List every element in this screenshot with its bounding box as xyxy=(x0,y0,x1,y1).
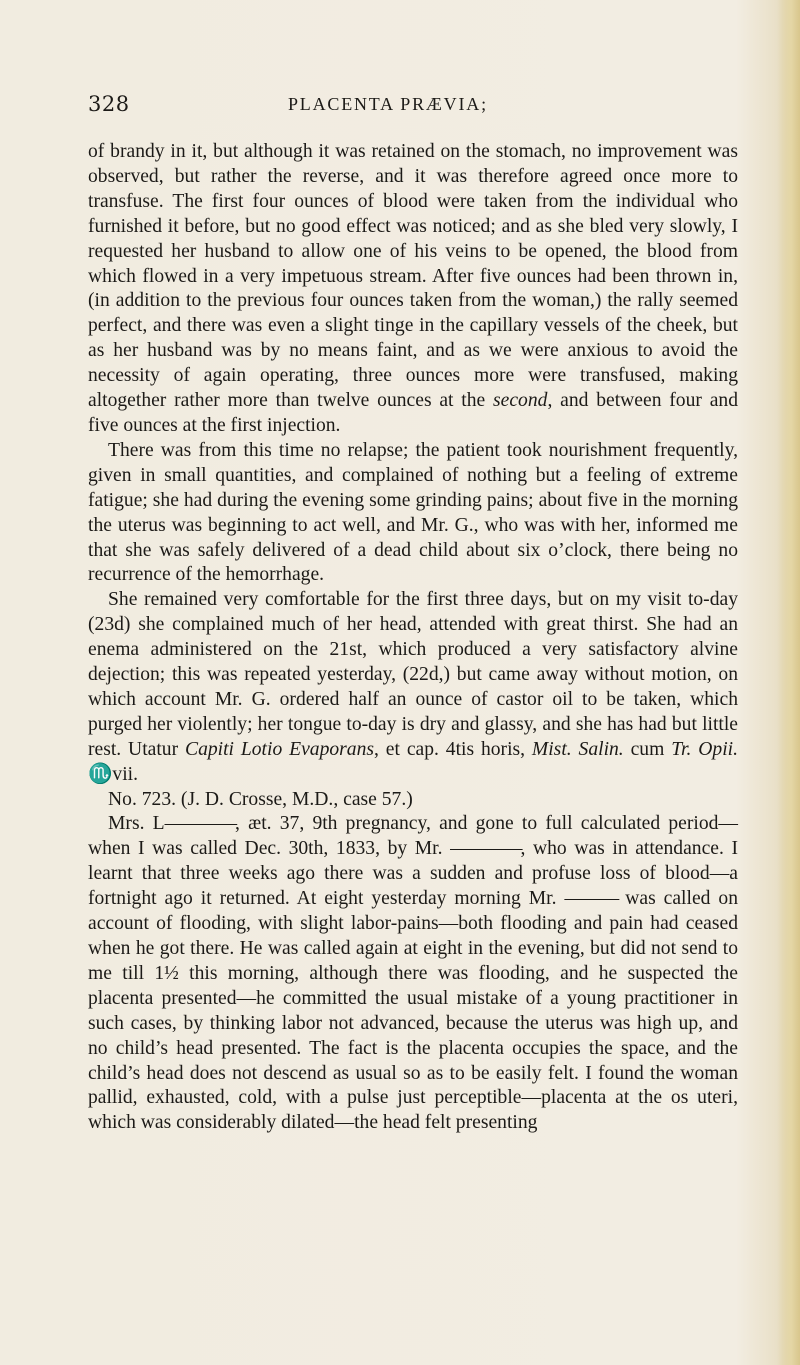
paragraph-text: ♏vii. xyxy=(88,763,138,785)
paragraph: There was from this time no relapse; the patient took nourishment frequently, given in small quantities, and complained of nothing but a feeling of extreme fatigue; she had during the evening some grinding pains; about five in the morning the uterus was beginning to act well, and Mr. G., who was with her, informed me that she was safely delivered of a dead child about six o’clock, there being no recurrence of the hemorrhage. xyxy=(88,439,738,586)
paragraph xyxy=(88,588,738,787)
paragraph xyxy=(88,140,738,439)
paragraph-text: , et cap. 4tis horis, xyxy=(374,738,526,760)
page-header xyxy=(88,92,738,120)
paragraph-text: Mrs. L xyxy=(108,813,165,835)
italic-text: Capiti Lotio Evaporans xyxy=(185,738,375,760)
paragraph-text: She remained very comfortable for the first three days, but on my visit to-day (23d) she complained much of her head, attended with great thirst. She had an enema administered on the 21st, which produced a very satisfactory alvine dejection; this was repeated yesterday, (22d,) but came away without motion, on which account Mr. G. ordered half an ounce of castor oil to be taken, which purged her violently; her tongue to-day is dry and glassy, and she has had but little rest. Utatur xyxy=(88,589,738,760)
paragraph-text: , and between four and five ounces at the first injection. xyxy=(88,390,738,436)
page-edge-shading xyxy=(778,0,800,1365)
body-text xyxy=(88,140,738,1136)
paragraph-text: , æt. 37, 9th pregnancy, and gone to full calculated period—when I was called Dec. 30th, 1833, by Mr. xyxy=(88,813,739,860)
italic-text: second xyxy=(493,390,548,412)
page-number: 328 xyxy=(88,92,130,116)
paragraph-text: , who was in attendance. I learnt that three weeks ago there was a sudden and profuse loss of blood—a fortnight ago it returned. At eight yesterday morning Mr. xyxy=(88,838,738,910)
case-heading: No. 723. (J. D. Crosse, M.D., case 57.) xyxy=(108,788,413,810)
paragraph-text: of brandy in it, but although it was retained on the stomach, no improvement was observed, but rather the reverse, and it was therefore agreed once more to transfuse. The first four ounces of blood were taken from the individual who furnished it before, but no good effect was noticed; and as she bled very slowly, I requested her husband to allow one of his veins to be opened, the blood from which flowed in a very impetuous stream. After five ounces had been thrown in, (in addition to the previous four ounces taken from the woman,) the rally seemed perfect, and there was even a slight tinge in the capillary vessels of the cheek, but as her husband was by no means faint, and as we were anxious to avoid the necessity of again operating, three ounces more were transfused, making altogether rather more than twelve ounces at the xyxy=(88,141,738,412)
paragraph xyxy=(88,812,738,1136)
redaction-dash: ———— xyxy=(450,838,521,860)
redaction-dash: ——— xyxy=(564,888,618,910)
italic-text: Mist. Salin. xyxy=(531,738,624,760)
italic-text: Tr. Opii. xyxy=(671,738,738,760)
redaction-dash: ———— xyxy=(164,813,236,835)
paragraph-text: cum xyxy=(630,738,665,760)
paragraph-text: was called on account of flooding, with slight labor-pains—both flooding and pain had ceased when he got there. He was called again at eight in the evening, but did not send to me till 1½ this morning, although there was flooding, and he suspected the placenta presented—he committed the usual mistake of a young practitioner in such cases, by thinking labor not advanced, because the uterus was high up, and no child’s head presented. The fact is the placenta occupies the space, and the child’s head does not descend as usual so as to be easily felt. I found the woman pallid, exhausted, cold, with a pulse just perceptible—placenta at the os uteri, which was considerably dilated—the head felt presenting xyxy=(88,888,738,1134)
running-head: PLACENTA PRÆVIA; xyxy=(288,94,488,114)
